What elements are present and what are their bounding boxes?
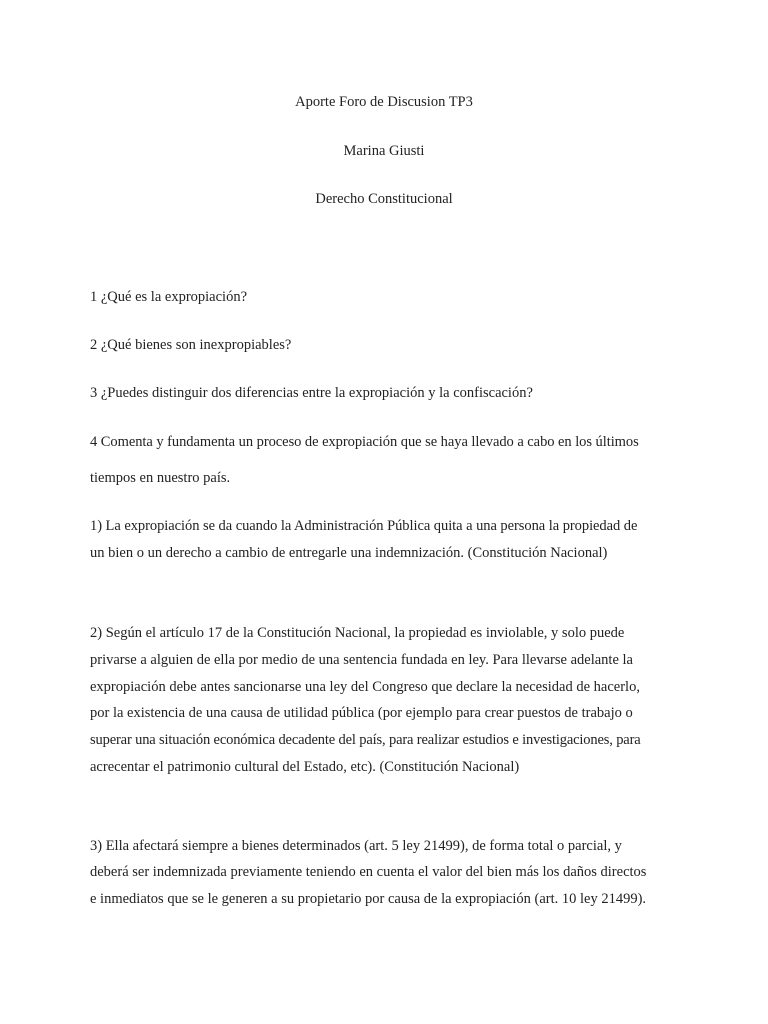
answer-2-line: privarse a alguien de ella por medio de una sentencia fundada en ley. Para llevarse adelante la — [90, 652, 633, 668]
question-1: 1 ¿Qué es la expropiación? — [90, 289, 248, 305]
answer-2-line: por la existencia de una causa de utilidad pública (por ejemplo para crear puestos de trabajo o — [90, 705, 633, 721]
answer-2-line: acrecentar el patrimonio cultural del Estado, etc). (Constitución Nacional) — [90, 759, 520, 775]
question-4-line-1: 4 Comenta y fundamenta un proceso de expropiación que se haya llevado a cabo en los últimos — [90, 434, 639, 450]
question-2: 2 ¿Qué bienes son inexpropiables? — [90, 337, 292, 353]
answer-2-line: 2) Según el artículo 17 de la Constitución Nacional, la propiedad es inviolable, y solo puede — [90, 625, 625, 641]
answer-1-line: 1) La expropiación se da cuando la Administración Pública quita a una persona la propiedad de — [90, 518, 638, 534]
document-title: Aporte Foro de Discusion TP3 — [295, 94, 473, 110]
subject-name: Derecho Constitucional — [315, 191, 453, 207]
answer-2-line: expropiación debe antes sancionarse una ley del Congreso que declare la necesidad de hacerlo, — [90, 679, 640, 695]
answer-3-line: 3) Ella afectará siempre a bienes determinados (art. 5 ley 21499), de forma total o parcial, y — [90, 838, 622, 854]
answer-3-line: e inmediatos que se le generen a su propietario por causa de la expropiación (art. 10 ley 21499). — [90, 891, 647, 907]
answer-3-line: deberá ser indemnizada previamente teniendo en cuenta el valor del bien más los daños directos — [90, 864, 647, 880]
answer-1-line: un bien o un derecho a cambio de entregarle una indemnización. (Constitución Nacional) — [90, 545, 608, 561]
question-4-line-2: tiempos en nuestro país. — [90, 470, 231, 486]
question-3: 3 ¿Puedes distinguir dos diferencias entre la expropiación y la confiscación? — [90, 385, 533, 401]
answer-2-line: superar una situación económica decadente del país, para realizar estudios e investigaciones, para — [90, 732, 641, 748]
author-name: Marina Giusti — [343, 143, 425, 159]
